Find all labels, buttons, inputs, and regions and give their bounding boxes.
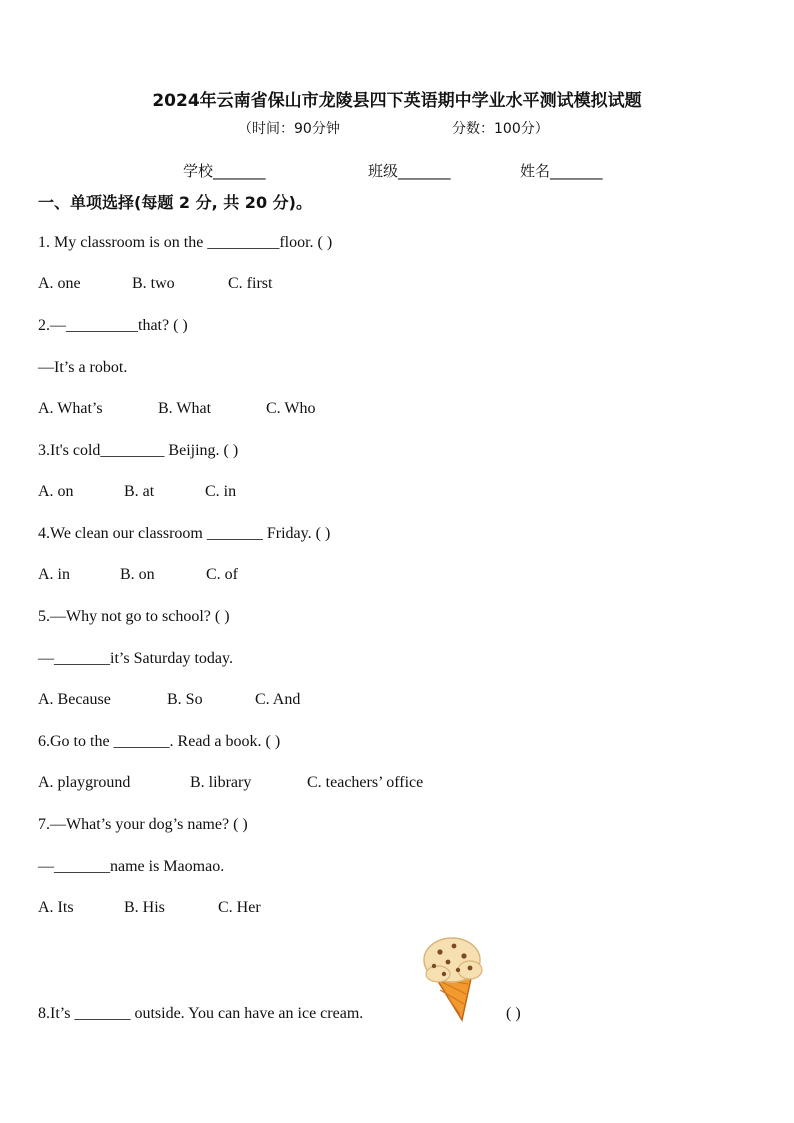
q3-option-b: B. at — [124, 483, 155, 500]
q6-option-b: B. library — [190, 774, 252, 791]
name-field: 姓名_______ — [520, 162, 603, 180]
question-6: 6.Go to the _______. Read a book. ( ) — [38, 733, 281, 750]
question-3: 3.It's cold________ Beijing. ( ) — [38, 442, 239, 459]
q1-option-c: C. first — [228, 275, 273, 292]
q4-option-a: A. in — [38, 566, 70, 583]
q1-option-a: A. one — [38, 275, 81, 292]
school-field: 学校_______ — [183, 162, 266, 180]
class-field: 班级_______ — [368, 162, 451, 180]
q4-option-b: B. on — [120, 566, 155, 583]
question-2: 2.—_________that? ( ) — [38, 317, 188, 334]
q4-option-c: C. of — [206, 566, 238, 583]
q7-option-b: B. His — [124, 899, 165, 916]
q1-option-b: B. two — [132, 275, 175, 292]
exam-score: 分数：100分） — [452, 121, 549, 137]
q3-option-c: C. in — [205, 483, 237, 500]
q7-reply: —_______name is Maomao. — [38, 858, 225, 875]
exam-time: （时间：90分钟 — [238, 121, 340, 137]
q2-reply: —It’s a robot. — [38, 359, 128, 376]
q3-option-a: A. on — [38, 483, 74, 500]
q5-option-a: A. Because — [38, 691, 111, 708]
q2-option-b: B. What — [158, 400, 212, 417]
ice-cream-icon — [416, 934, 488, 1022]
question-1: 1. My classroom is on the _________floor. ( ) — [38, 234, 333, 251]
question-7: 7.—What’s your dog’s name? ( ) — [38, 816, 248, 833]
q7-option-c: C. Her — [218, 899, 261, 916]
q2-option-c: C. Who — [266, 400, 316, 417]
q7-option-a: A. Its — [38, 899, 74, 916]
q2-option-a: A. What’s — [38, 400, 103, 417]
q6-option-c: C. teachers’ office — [307, 774, 424, 791]
question-4: 4.We clean our classroom _______ Friday. ( ) — [38, 525, 331, 542]
section-title: 一、单项选择(每题 2 分, 共 20 分)。 — [38, 193, 312, 212]
page-title: 2024年云南省保山市龙陵县四下英语期中学业水平测试模拟试题 — [152, 91, 642, 111]
q5-reply: —_______it’s Saturday today. — [38, 650, 233, 667]
q8-answer-paren: ( ) — [506, 1005, 521, 1022]
question-5: 5.—Why not go to school? ( ) — [38, 608, 230, 625]
q5-option-b: B. So — [167, 691, 203, 708]
question-8: 8.It’s _______ outside. You can have an ice cream. — [38, 1005, 364, 1022]
q5-option-c: C. And — [255, 691, 301, 708]
q6-option-a: A. playground — [38, 774, 131, 791]
